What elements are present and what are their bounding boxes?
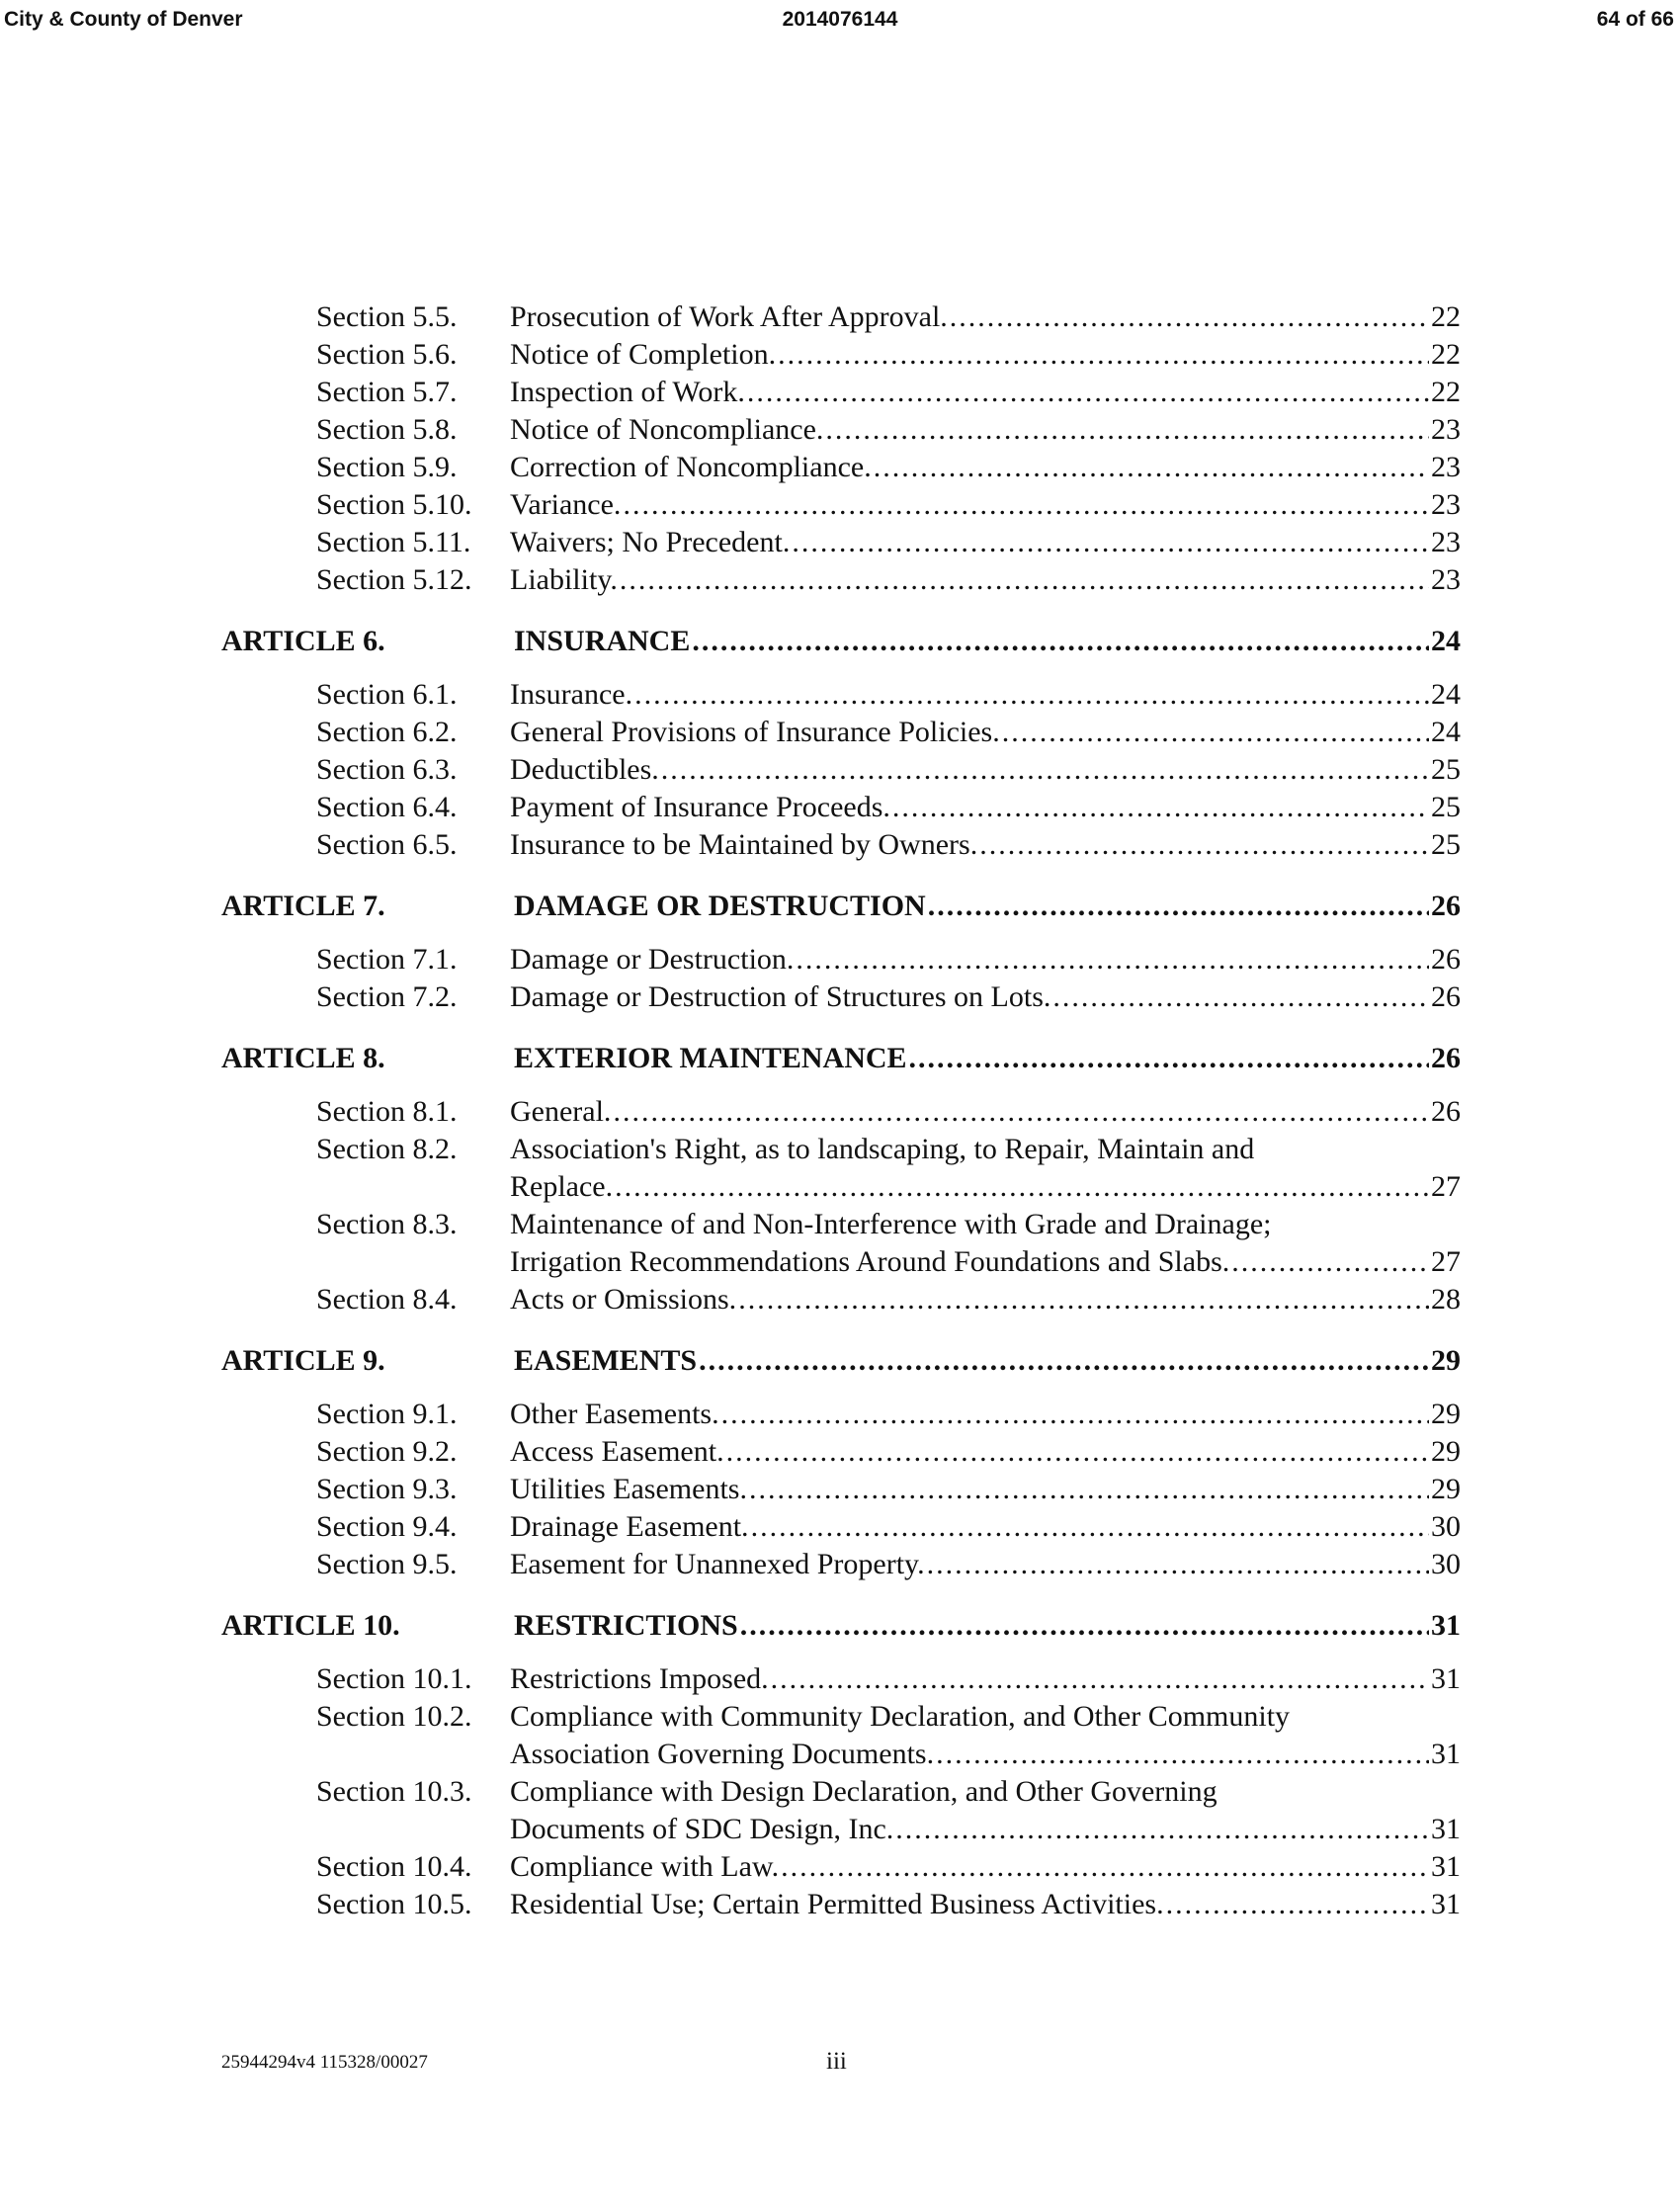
dot-leader xyxy=(1166,1886,1429,1923)
toc-section-row xyxy=(221,411,1461,449)
toc-section-row xyxy=(221,1093,1461,1131)
section-number: Section 5.7. xyxy=(316,376,458,408)
page-number: 27 xyxy=(1431,1170,1461,1203)
page-number: 30 xyxy=(1431,1510,1461,1543)
toc-section-row xyxy=(221,676,1461,714)
toc-section-row xyxy=(221,941,1461,978)
section-number: Section 6.1. xyxy=(316,678,458,711)
dot-leader xyxy=(613,1093,1429,1131)
header-reception-number: 2014076144 xyxy=(782,8,898,31)
page-number: 30 xyxy=(1431,1548,1461,1580)
section-number: Section 5.8. xyxy=(316,413,458,446)
section-number: Section 9.5. xyxy=(316,1548,458,1580)
section-title: Notice of Noncompliance. xyxy=(510,413,824,446)
dot-leader xyxy=(792,524,1429,561)
section-number: Section 8.2. xyxy=(316,1133,458,1165)
page-number: 23 xyxy=(1431,413,1461,446)
dot-leader xyxy=(1231,1243,1429,1281)
section-number: Section 7.2. xyxy=(316,980,458,1013)
section-title: Other Easements. xyxy=(510,1398,719,1430)
section-title: Variance. xyxy=(510,488,622,521)
toc-section-row xyxy=(221,714,1461,751)
section-title-line-1: Association's Right, as to landscaping, to Repair, Maintain and xyxy=(510,1133,1255,1165)
section-number: Section 5.5. xyxy=(316,300,458,333)
page-number: 31 xyxy=(1431,1850,1461,1883)
section-title: Notice of Completion. xyxy=(510,338,777,371)
page-number: 25 xyxy=(1431,828,1461,861)
dot-leader xyxy=(620,561,1429,599)
article-number: ARTICLE 8. xyxy=(221,1042,385,1074)
page-number: 26 xyxy=(1431,980,1461,1013)
section-number: Section 9.3. xyxy=(316,1473,458,1505)
page-number: 26 xyxy=(1431,1042,1461,1074)
dot-leader xyxy=(661,751,1429,789)
toc-section-row xyxy=(221,524,1461,561)
dot-leader xyxy=(615,1168,1429,1206)
page-number: 29 xyxy=(1431,1435,1461,1468)
page-number: 22 xyxy=(1431,300,1461,333)
toc-section-row xyxy=(221,1131,1461,1206)
section-number: Section 5.11. xyxy=(316,526,471,558)
toc-section-row xyxy=(221,826,1461,864)
page-number: 26 xyxy=(1431,1095,1461,1128)
section-title: Easement for Unannexed Property. xyxy=(510,1548,925,1580)
dot-leader xyxy=(895,1811,1429,1848)
dot-leader xyxy=(634,676,1429,714)
toc-article-row xyxy=(221,1040,1461,1077)
section-number: Section 6.5. xyxy=(316,828,458,861)
section-number: Section 10.2. xyxy=(316,1700,472,1733)
article-title: RESTRICTIONS xyxy=(514,1609,738,1642)
toc-section-row xyxy=(221,1546,1461,1583)
toc-section-row xyxy=(221,751,1461,789)
footer-page-number: iii xyxy=(826,2048,847,2075)
toc-section-row xyxy=(221,374,1461,411)
section-number: Section 5.12. xyxy=(316,563,472,596)
dot-leader xyxy=(738,1281,1429,1318)
article-title: EASEMENTS xyxy=(514,1344,698,1377)
page-number: 25 xyxy=(1431,753,1461,786)
article-title: EXTERIOR MAINTENANCE xyxy=(514,1042,907,1074)
section-number: Section 8.4. xyxy=(316,1283,458,1316)
section-title-line-1: Compliance with Design Declaration, and Other Governing xyxy=(510,1775,1218,1808)
dot-leader xyxy=(740,1607,1429,1645)
section-number: Section 5.10. xyxy=(316,488,472,521)
page-number: 24 xyxy=(1431,678,1461,711)
dot-leader xyxy=(781,1848,1429,1886)
section-title: Insurance to be Maintained by Owners. xyxy=(510,828,978,861)
page-number: 29 xyxy=(1431,1344,1461,1377)
section-number: Section 10.1. xyxy=(316,1662,472,1695)
toc-section-row xyxy=(221,1433,1461,1471)
section-title: General Provisions of Insurance Policies. xyxy=(510,716,1000,748)
dot-leader xyxy=(623,486,1429,524)
section-number: Section 8.3. xyxy=(316,1208,458,1240)
toc-section-row xyxy=(221,561,1461,599)
page-header xyxy=(0,4,1680,40)
section-title: Prosecution of Work After Approval. xyxy=(510,300,948,333)
page-number: 31 xyxy=(1431,1813,1461,1845)
dot-leader xyxy=(950,298,1429,336)
page-number: 22 xyxy=(1431,338,1461,371)
dot-leader xyxy=(747,374,1429,411)
page-number: 25 xyxy=(1431,791,1461,823)
toc-section-row xyxy=(221,1281,1461,1318)
page-number: 31 xyxy=(1431,1609,1461,1642)
header-page-count: 64 of 66 xyxy=(1596,8,1674,31)
page-number: 29 xyxy=(1431,1473,1461,1505)
section-title-line-1: Compliance with Community Declaration, and Other Community xyxy=(510,1700,1291,1733)
section-title: General. xyxy=(510,1095,612,1128)
page-number: 24 xyxy=(1431,716,1461,748)
toc-section-row xyxy=(221,1848,1461,1886)
dot-leader xyxy=(936,1736,1429,1773)
toc-section-row xyxy=(221,789,1461,826)
page-number: 24 xyxy=(1431,625,1461,657)
section-title: Damage or Destruction. xyxy=(510,943,795,976)
section-title: Liability. xyxy=(510,563,618,596)
section-title: Utilities Easements. xyxy=(510,1473,747,1505)
dot-leader xyxy=(1052,978,1429,1016)
toc-section-row xyxy=(221,1660,1461,1698)
page-number: 26 xyxy=(1431,943,1461,976)
section-title: Compliance with Law. xyxy=(510,1850,780,1883)
dot-leader xyxy=(909,1040,1429,1077)
dot-leader xyxy=(927,1546,1429,1583)
toc-section-row xyxy=(221,1698,1461,1773)
dot-leader xyxy=(979,826,1429,864)
section-title-line-2: Documents of SDC Design, Inc. xyxy=(510,1813,894,1845)
dot-leader xyxy=(751,1508,1429,1546)
dot-leader xyxy=(699,1342,1429,1380)
article-number: ARTICLE 7. xyxy=(221,890,385,922)
section-title-line-2: Irrigation Recommendations Around Foundations and Slabs. xyxy=(510,1245,1230,1278)
section-title: Access Easement. xyxy=(510,1435,724,1468)
section-title: Correction of Noncompliance. xyxy=(510,451,872,483)
article-title: DAMAGE OR DESTRUCTION xyxy=(514,890,926,922)
page-number: 27 xyxy=(1431,1245,1461,1278)
section-title: Payment of Insurance Proceeds. xyxy=(510,791,890,823)
section-number: Section 10.4. xyxy=(316,1850,472,1883)
section-title-line-1: Maintenance of and Non-Interference with Grade and Drainage; xyxy=(510,1208,1272,1240)
page-number: 22 xyxy=(1431,376,1461,408)
toc-article-row xyxy=(221,888,1461,925)
section-title: Waivers; No Precedent. xyxy=(510,526,791,558)
section-number: Section 5.6. xyxy=(316,338,458,371)
section-number: Section 6.2. xyxy=(316,716,458,748)
dot-leader xyxy=(892,789,1429,826)
toc-section-row xyxy=(221,1508,1461,1546)
section-number: Section 6.3. xyxy=(316,753,458,786)
section-title: Damage or Destruction of Structures on Lots. xyxy=(510,980,1051,1013)
dot-leader xyxy=(778,336,1429,374)
dot-leader xyxy=(796,941,1429,978)
section-number: Section 8.1. xyxy=(316,1095,458,1128)
dot-leader xyxy=(771,1660,1429,1698)
header-jurisdiction: City & County of Denver xyxy=(4,8,243,31)
toc-section-row xyxy=(221,1886,1461,1923)
dot-leader xyxy=(825,411,1429,449)
section-number: Section 5.9. xyxy=(316,451,458,483)
toc-section-row xyxy=(221,1471,1461,1508)
article-number: ARTICLE 6. xyxy=(221,625,385,657)
page-number: 29 xyxy=(1431,1398,1461,1430)
toc-section-row xyxy=(221,298,1461,336)
toc-section-row xyxy=(221,449,1461,486)
toc-section-row xyxy=(221,978,1461,1016)
section-number: Section 10.5. xyxy=(316,1888,472,1920)
dot-leader xyxy=(1002,714,1429,751)
toc-article-row xyxy=(221,1607,1461,1645)
toc-section-row xyxy=(221,1206,1461,1281)
section-number: Section 6.4. xyxy=(316,791,458,823)
dot-leader xyxy=(749,1471,1429,1508)
section-number: Section 9.4. xyxy=(316,1510,458,1543)
section-title-line-2: Replace. xyxy=(510,1170,614,1203)
article-title: INSURANCE xyxy=(514,625,691,657)
toc-section-row xyxy=(221,486,1461,524)
dot-leader xyxy=(928,888,1429,925)
section-title: Insurance. xyxy=(510,678,633,711)
section-number: Section 9.1. xyxy=(316,1398,458,1430)
toc-article-row xyxy=(221,623,1461,660)
page-number: 28 xyxy=(1431,1283,1461,1316)
section-title: Residential Use; Certain Permitted Business Activities. xyxy=(510,1888,1164,1920)
toc-section-row xyxy=(221,1396,1461,1433)
dot-leader xyxy=(721,1396,1429,1433)
section-title: Restrictions Imposed. xyxy=(510,1662,769,1695)
section-title-line-2: Association Governing Documents. xyxy=(510,1738,935,1770)
dot-leader xyxy=(874,449,1429,486)
toc-section-row xyxy=(221,336,1461,374)
footer-document-id: 25944294v4 115328/00027 xyxy=(221,2052,428,2073)
page-number: 26 xyxy=(1431,890,1461,922)
section-title: Inspection of Work. xyxy=(510,376,745,408)
page-number: 31 xyxy=(1431,1888,1461,1920)
toc-article-row xyxy=(221,1342,1461,1380)
dot-leader xyxy=(692,623,1429,660)
article-number: ARTICLE 10. xyxy=(221,1609,400,1642)
page-number: 31 xyxy=(1431,1662,1461,1695)
section-title: Drainage Easement. xyxy=(510,1510,749,1543)
page-number: 23 xyxy=(1431,563,1461,596)
page-number: 23 xyxy=(1431,451,1461,483)
section-number: Section 7.1. xyxy=(316,943,458,976)
section-number: Section 10.3. xyxy=(316,1775,472,1808)
section-number: Section 9.2. xyxy=(316,1435,458,1468)
page-number: 31 xyxy=(1431,1738,1461,1770)
page-number: 23 xyxy=(1431,488,1461,521)
toc-section-row xyxy=(221,1773,1461,1848)
section-title: Deductibles. xyxy=(510,753,659,786)
table-of-contents xyxy=(221,298,1461,1923)
article-number: ARTICLE 9. xyxy=(221,1344,385,1377)
dot-leader xyxy=(726,1433,1429,1471)
section-title: Acts or Omissions. xyxy=(510,1283,737,1316)
page-number: 23 xyxy=(1431,526,1461,558)
